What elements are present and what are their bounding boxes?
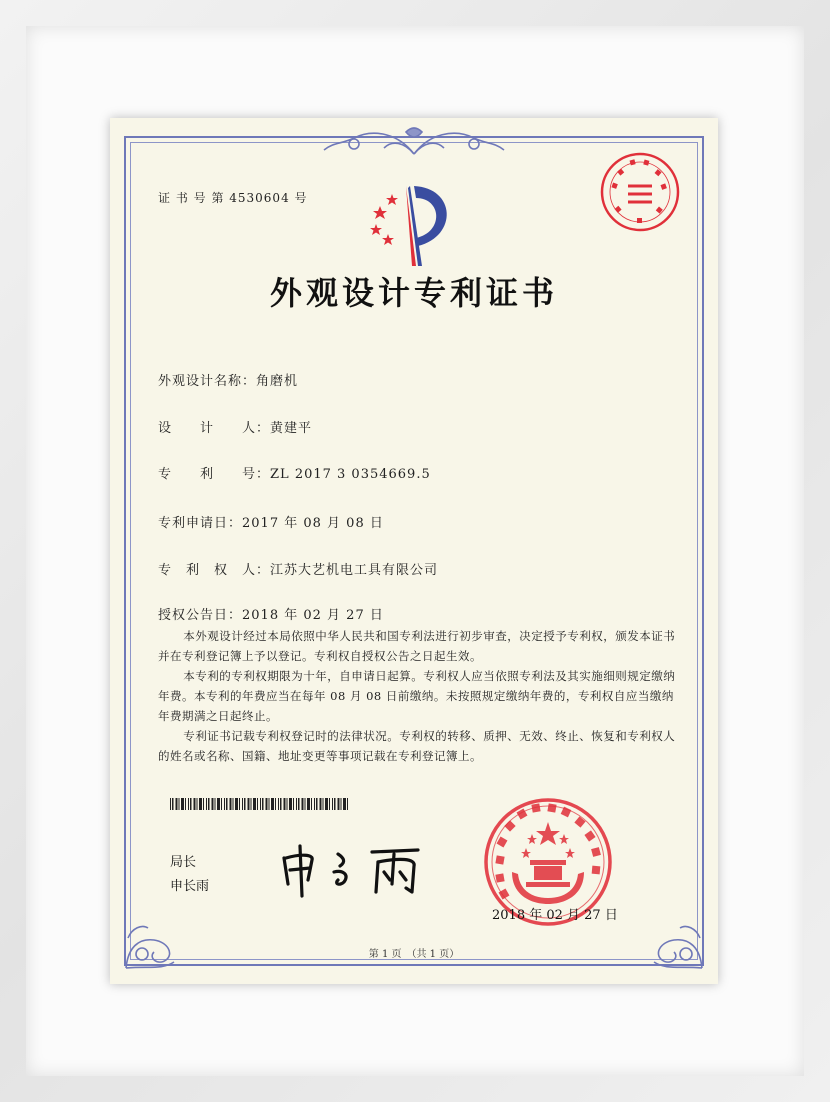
certificate-body-text bbox=[158, 626, 678, 766]
design-name-value: 角磨机 bbox=[256, 374, 299, 389]
director-signature-icon bbox=[278, 840, 428, 900]
grant-date-label: 授权公告日： bbox=[158, 608, 243, 623]
bottom-left-ornament-icon bbox=[118, 898, 198, 976]
filing-date-value: 2017 年 08 月 08 日 bbox=[242, 516, 384, 531]
designer-field bbox=[158, 417, 312, 436]
filing-date-label: 专利申请日： bbox=[158, 516, 243, 531]
design-name-field bbox=[158, 370, 298, 389]
patent-office-logo-icon bbox=[366, 176, 462, 272]
director-title: 局长 bbox=[170, 855, 197, 870]
body-paragraph-3: 专利证书记载专利权登记时的法律状况。专利权的转移、质押、无效、终止、恢复和专利权人的姓名或名称、国籍、地址变更等事项记载在专利登记簿上。 bbox=[158, 729, 676, 763]
grant-date-value: 2018 年 02 月 27 日 bbox=[242, 608, 384, 623]
stamp-duty-seal-icon bbox=[598, 150, 682, 234]
patentee-field bbox=[158, 559, 438, 578]
page-number: 第 1 页 （共 1 页） bbox=[368, 949, 460, 960]
filing-date-field bbox=[158, 512, 384, 531]
patent-number-value: ZL 2017 3 0354669.5 bbox=[270, 467, 431, 482]
designer-value: 黄建平 bbox=[270, 421, 313, 436]
certificate-number: 证 书 号 第 4530604 号 bbox=[158, 191, 308, 205]
certificate-paper bbox=[110, 118, 718, 984]
body-paragraph-1: 本外观设计经过本局依照中华人民共和国专利法进行初步审查，决定授予专利权，颁发本证书并在专利登记簿上予以登记。专利权自授权公告之日起生效。 bbox=[158, 629, 676, 663]
bottom-right-ornament-icon bbox=[630, 898, 710, 976]
director-name: 申长雨 bbox=[170, 879, 210, 894]
top-ornament-icon bbox=[314, 124, 514, 160]
barcode-icon bbox=[170, 798, 350, 810]
body-paragraph-2: 本专利的专利权期限为十年，自申请日起算。专利权人应当依照专利法及其实施细则规定缴纳年费。本专利的年费应当在每年 08 月 08 日前缴纳。未按照规定缴纳年费的，专利权自应当缴纳年费期满之日起终止。 bbox=[158, 669, 676, 723]
patentee-label: 专 利 权 人： bbox=[158, 563, 271, 578]
designer-label: 设 计 人： bbox=[158, 421, 271, 436]
patent-number-field bbox=[158, 463, 431, 482]
certificate-title: 外观设计专利证书 bbox=[269, 274, 558, 312]
grant-date-field bbox=[158, 604, 384, 623]
patent-number-label: 专 利 号： bbox=[158, 467, 271, 482]
seal-date: 2018 年 02 月 27 日 bbox=[492, 908, 618, 923]
design-name-label: 外观设计名称： bbox=[158, 374, 257, 389]
patentee-value: 江苏大艺机电工具有限公司 bbox=[270, 563, 439, 578]
